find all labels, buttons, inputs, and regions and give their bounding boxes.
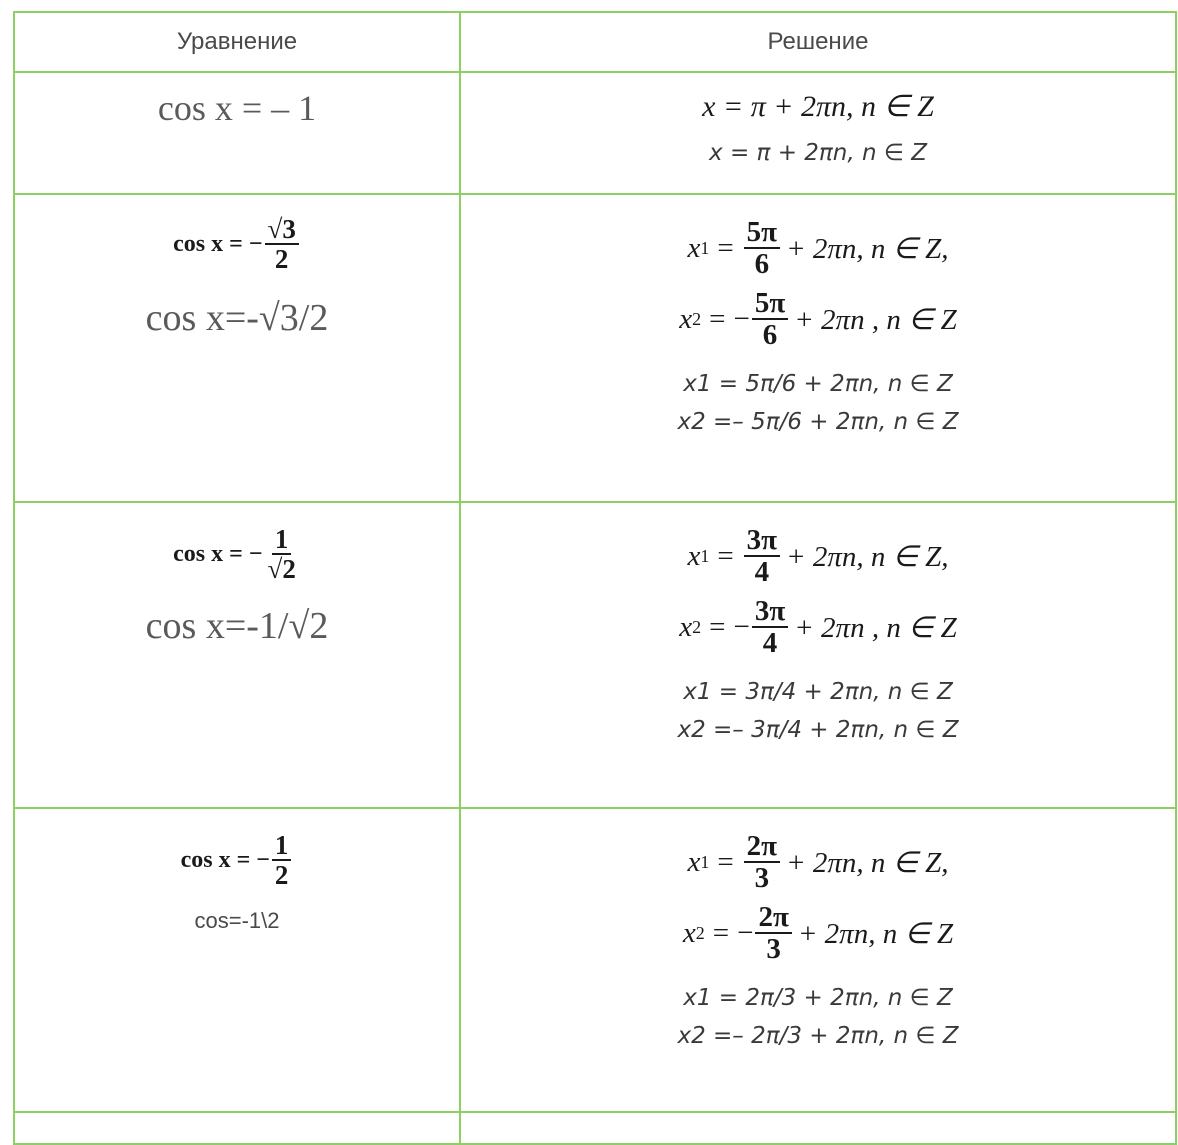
- equation-text: cos x=-1/√2: [145, 604, 329, 647]
- x1-subscript: 1: [700, 237, 710, 258]
- minus-sign: −: [737, 916, 754, 949]
- x1-fraction: [744, 525, 780, 588]
- fraction-numerator: 5π: [752, 288, 788, 320]
- fraction-denominator: 6: [754, 248, 770, 281]
- x2-subscript: 2: [692, 616, 702, 637]
- x2-subscript: 2: [692, 308, 702, 329]
- solution-x2: [461, 596, 1175, 659]
- fraction-numerator: 5π: [744, 217, 780, 249]
- cosine-equations-table: [13, 11, 1177, 1145]
- solution-cell: [460, 808, 1176, 1112]
- x1-subscript: 1: [700, 545, 710, 566]
- fraction-denominator: 2: [274, 860, 289, 891]
- equation-cell-empty: [14, 1112, 460, 1144]
- solution-text-2: x2 =– 5π/6 + 2πn, n ∈ Z: [677, 408, 959, 435]
- x2-fraction: [752, 596, 788, 659]
- fraction-denominator: 4: [754, 556, 770, 589]
- x2-fraction: [755, 902, 791, 965]
- fraction-denominator: 3: [766, 933, 781, 966]
- solution-x2: [461, 288, 1175, 351]
- equals-sign: =: [709, 302, 726, 335]
- table-row: [14, 502, 1176, 808]
- x1-rest: + 2πn, n ∈ Z,: [786, 232, 949, 265]
- header-solution: Решение: [460, 12, 1176, 72]
- fraction-numerator: 2π: [744, 831, 780, 863]
- equation-lhs: cos x = −: [180, 846, 270, 873]
- x1-rest: + 2πn, n ∈ Z,: [786, 846, 949, 879]
- equation-cell: [14, 194, 460, 502]
- x2-var: x: [679, 610, 693, 643]
- equation-lhs: cos x = −: [173, 230, 263, 257]
- table-header-row: [14, 12, 1176, 72]
- header-equation: Уравнение: [14, 12, 460, 72]
- minus-sign: −: [733, 302, 750, 335]
- solution-cell-empty: [460, 1112, 1176, 1144]
- x1-var: x: [687, 231, 701, 264]
- solution-x1: [461, 525, 1175, 588]
- solution-cell: [460, 502, 1176, 808]
- table-row: [14, 72, 1176, 194]
- minus-sign: −: [733, 610, 750, 643]
- x1-var: x: [687, 845, 701, 878]
- equation-text: cos x=-√3/2: [145, 296, 329, 339]
- x2-var: x: [679, 302, 693, 335]
- equals-sign: =: [712, 916, 730, 949]
- equation-fraction: [265, 525, 299, 584]
- equals-sign: =: [717, 845, 734, 878]
- solution-formula: x = π + 2πn, n ∈ Z: [702, 90, 934, 123]
- solution-text: x = π + 2πn, n ∈ Z: [709, 140, 927, 166]
- equation-text: cos=-1\2: [194, 907, 280, 933]
- equals-sign: =: [717, 539, 734, 572]
- equation-cell: [14, 808, 460, 1112]
- fraction-numerator: 1: [272, 525, 292, 555]
- x1-fraction: [744, 217, 780, 280]
- table-row: [14, 194, 1176, 502]
- equation-text: cos x = – 1: [157, 88, 317, 128]
- fraction-numerator: 1: [272, 831, 292, 861]
- x2-rest: + 2πn , n ∈ Z: [794, 611, 957, 644]
- equation-formula: [15, 215, 459, 274]
- solution-x2: [461, 902, 1175, 965]
- equation-lhs: cos x = −: [173, 540, 263, 567]
- solution-text-2: x2 =– 2π/3 + 2πn, n ∈ Z: [677, 1022, 959, 1049]
- fraction-numerator: 3π: [744, 525, 780, 557]
- equation-fraction: [272, 831, 292, 890]
- x1-subscript: 1: [700, 851, 710, 872]
- solution-text-2: x2 =– 3π/4 + 2πn, n ∈ Z: [677, 716, 959, 743]
- solution-text-1: x1 = 5π/6 + 2πn, n ∈ Z: [683, 370, 953, 397]
- fraction-numerator: 2π: [755, 902, 791, 934]
- solution-x1: [461, 831, 1175, 894]
- equation-fraction: [265, 215, 299, 274]
- solution-cell: [460, 194, 1176, 502]
- x2-var: x: [682, 916, 696, 949]
- equation-formula: [15, 831, 459, 890]
- fraction-numerator: 3π: [752, 596, 788, 628]
- x2-subscript: 2: [695, 922, 705, 943]
- x2-rest: + 2πn , n ∈ Z: [794, 303, 957, 336]
- fraction-denominator: 4: [762, 627, 778, 660]
- solution-text-1: x1 = 3π/4 + 2πn, n ∈ Z: [683, 678, 953, 705]
- fraction-denominator: 2: [274, 244, 289, 275]
- equation-cell: [14, 72, 460, 194]
- x2-rest: + 2πn, n ∈ Z: [797, 917, 954, 950]
- x1-rest: + 2πn, n ∈ Z,: [786, 540, 949, 573]
- fraction-denominator: 6: [762, 319, 778, 352]
- x1-var: x: [687, 539, 701, 572]
- solution-text-1: x1 = 2π/3 + 2πn, n ∈ Z: [683, 984, 953, 1011]
- fraction-denominator: √2: [267, 554, 296, 585]
- fraction-denominator: 3: [754, 862, 770, 895]
- fraction-numerator: √3: [265, 215, 299, 245]
- equation-formula: [15, 525, 459, 584]
- equation-cell: [14, 502, 460, 808]
- x1-fraction: [744, 831, 780, 894]
- solution-cell: [460, 72, 1176, 194]
- equation-table-container: [13, 11, 1175, 1136]
- equals-sign: =: [709, 610, 726, 643]
- table-row-partial: [14, 1112, 1176, 1144]
- equals-sign: =: [717, 231, 734, 264]
- table-row: [14, 808, 1176, 1112]
- x2-fraction: [752, 288, 788, 351]
- solution-x1: [461, 217, 1175, 280]
